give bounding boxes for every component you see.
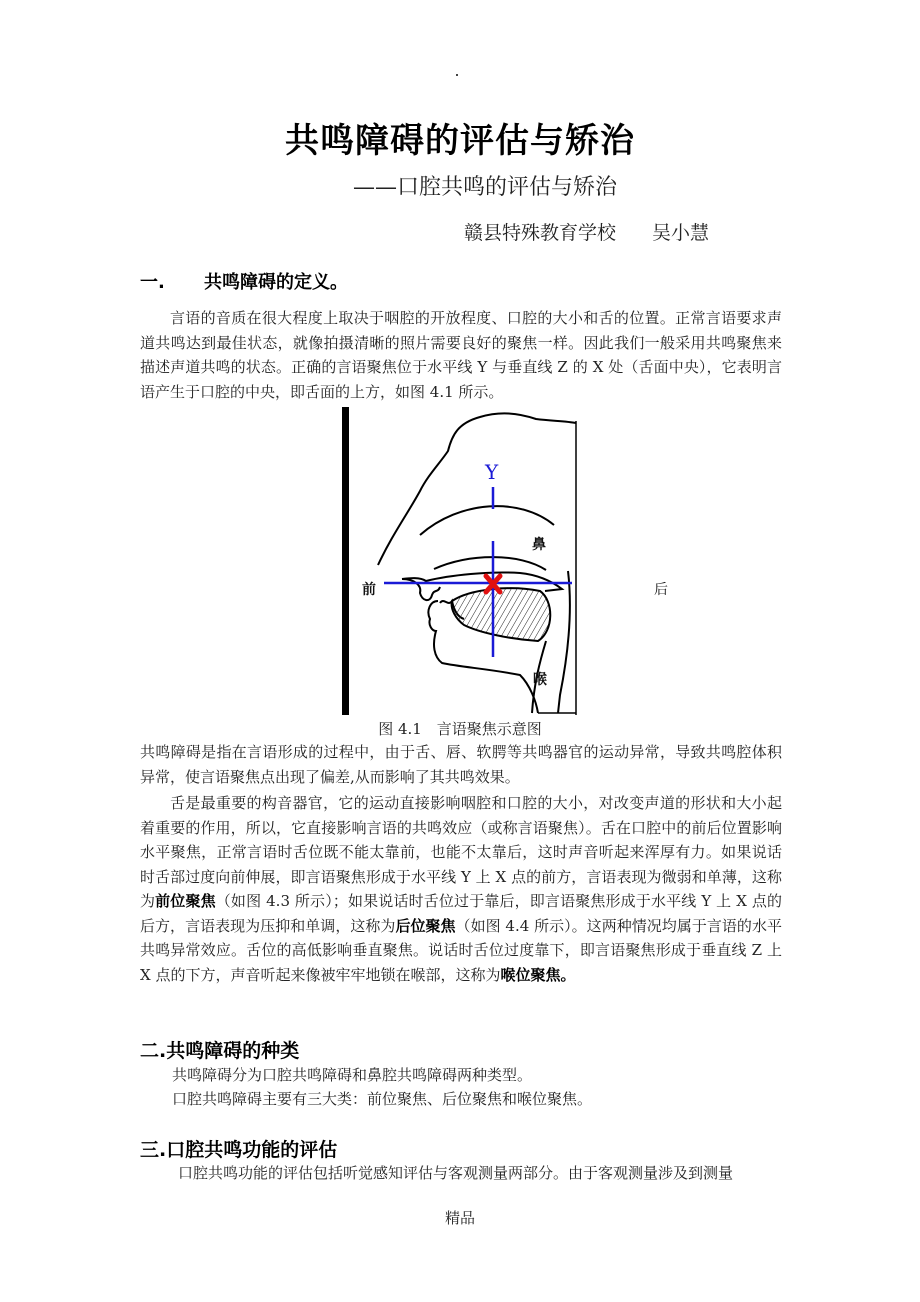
document-title: 共鸣障碍的评估与矫治	[285, 121, 635, 161]
section-3-heading	[140, 1135, 337, 1162]
author-line	[464, 218, 709, 245]
label-back: 后	[654, 582, 668, 598]
section-title: 口腔共鸣功能的评估	[166, 1139, 338, 1161]
section-title: 共鸣障碍的定义。	[204, 272, 348, 293]
term-back-focus: 后位聚焦	[395, 916, 456, 935]
paragraph-types-1: 共鸣障碍分为口腔共鸣障碍和鼻腔共鸣障碍两种类型。	[172, 1066, 533, 1084]
author-org: 赣县特殊教育学校	[464, 222, 617, 244]
paragraph-types-2: 口腔共鸣障碍主要有三大类：前位聚焦、后位聚焦和喉位聚焦。	[172, 1090, 593, 1108]
section-1-heading	[140, 268, 348, 294]
term-front-focus: 前位聚焦	[155, 892, 216, 910]
document-subtitle: ——口腔共鸣的评估与矫治	[352, 175, 617, 200]
label-nose: 鼻	[532, 537, 546, 553]
paragraph-definition: 言语的音质在很大程度上取决于咽腔的开放程度、口腔的大小和舌的位置。正常言语要求声道共鸣达到最佳状态，就像拍摄清晰的照片需要良好的聚焦一样。因此我们一般采用共鸣聚焦来描述声道共鸣的状态。正确的言语聚焦位于水平线 Y 与垂直线 Z 的 X 处（舌面中央），它表明言语产生于口腔的中央，即舌面的上方，如图 4.1 所示。	[140, 309, 782, 401]
section-number: 一.	[140, 272, 165, 293]
page-footer: 精品	[444, 1209, 475, 1227]
section-number: 二.	[140, 1040, 167, 1062]
figure-caption: 图 4.1 言语聚焦示意图	[378, 720, 542, 738]
term-throat-focus: 喉位聚焦	[500, 965, 561, 984]
left-bar	[342, 407, 349, 715]
author-name: 吴小慧	[652, 222, 710, 244]
label-throat: 喉	[533, 672, 547, 688]
section-number: 三.	[140, 1139, 167, 1161]
axis-label-y: Y	[485, 460, 499, 484]
paragraph-assessment: 口腔共鸣功能的评估包括听觉感知评估与客观测量两部分。由于客观测量涉及到测量	[178, 1164, 734, 1182]
section-title: 共鸣障碍的种类	[166, 1040, 300, 1062]
label-front: 前	[362, 582, 376, 598]
section-2-heading	[140, 1036, 299, 1063]
paragraph-tongue: 舌是最重要的构音器官，它的运动直接影响咽腔和口腔的大小，对改变声道的形状和大小起着重要的作用，所以，它直接影响言语的共鸣效应（或称言语聚焦）。舌在口腔中的前后位置影响水平聚焦，正常言语时舌位既不能太靠前，也能不太靠后，这时声音听起来浑厚有力。如果说话时舌部过度向前伸展，即言语聚焦形成于水平线 Y 上 X 点的前方，言语表现为微弱和单薄，这称为前位聚焦（如图 4.3 所示）；如果说话时舌位过于靠后，即言语聚焦形成于水平线 Y 上 X 点的后方，言语表现为压抑和单调，这称为后位聚焦（如图 4.4 所示）。这两种情况均属于言语的水平共鸣异常效应。舌位的高低影响垂直聚焦。说话时舌位过度靠下，即言语聚焦形成于垂直线 Z 上 X 点的下方，声音听起来像被牢牢地锁在喉部，这称为喉位聚焦。	[140, 794, 782, 984]
paragraph-resonance-disorder: 共鸣障碍是指在言语形成的过程中，由于舌、唇、软腭等共鸣器官的运动异常，导致共鸣腔体积异常，使言语聚焦点出现了偏差,从而影响了其共鸣效果。	[140, 743, 782, 786]
top-mark	[456, 74, 458, 76]
